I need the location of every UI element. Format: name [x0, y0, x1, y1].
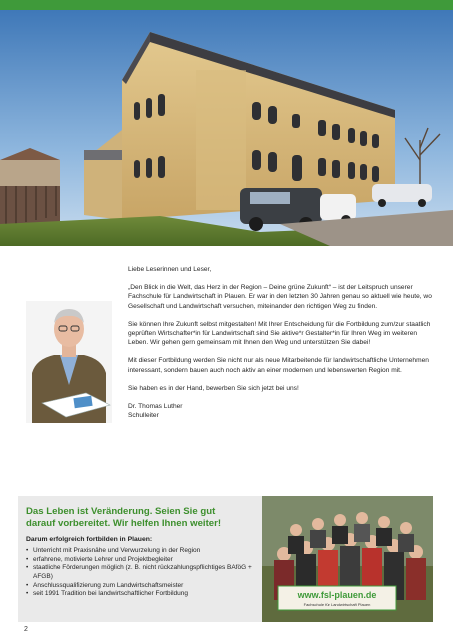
promo-text [26, 506, 258, 599]
banner-url: www.fsl-plauen.de [297, 590, 377, 600]
page-number: 2 [24, 626, 28, 633]
list-item: • staatliche Förderungen möglich (z. B. nicht rückzahlungspflichtiges BAföG + AFGB) [26, 564, 258, 581]
list-item: • erfahrene, motivierte Lehrer und Projektbegleiter [26, 556, 258, 565]
promo-title-line-2: darauf vorbereitet. Wir helfen Ihnen weiter! [26, 517, 222, 529]
school-building-photo [0, 10, 453, 246]
website-banner [278, 586, 396, 610]
list-item: • Anschlussqualifizierung zum Landwirtschaftsmeister [26, 582, 258, 591]
signature-name: Dr. Thomas Luther [128, 403, 183, 411]
top-accent-bar [0, 0, 453, 10]
list-item: • Unterricht mit Praxisnähe und Verwurzelung in der Region [26, 547, 258, 556]
letter-salutation: Liebe Leserinnen und Leser, [128, 266, 212, 273]
foreword-letter [128, 265, 433, 420]
banner-subtitle: Fachschule für Landwirtschaft Plauen [303, 602, 371, 607]
list-item: • seit 1991 Tradition bei landwirtschaftlicher Fortbildung [26, 590, 258, 599]
letter-paragraph-4: Sie haben es in der Hand, bewerben Sie sich jetzt bei uns! [128, 384, 299, 392]
benefits-list [26, 547, 258, 599]
promo-subtitle: Darum erfolgreich fortbilden in Plauen: [26, 536, 153, 544]
promo-title-line-1: Das Leben ist Veränderung. Seien Sie gut [26, 506, 216, 517]
letter-paragraph-1: „Den Blick in die Welt, das Herz in der Region – Deine grüne Zukunft“ – ist der Leitspruch unserer Fachschule für Landwirtschaft in Plauen. Er war in den letzten 30 Jahren genau so aktuell wie heute, wo Gesellschaft und Landwirtschaft versuchen, miteinander den richtigen Weg zu finden. [128, 284, 432, 310]
group-photo [262, 496, 433, 622]
signature-role: Schulleiter [128, 412, 159, 420]
principal-portrait [26, 301, 112, 423]
promo-box [18, 496, 433, 622]
letter-paragraph-3: Mit dieser Fortbildung werden Sie nicht nur als neue Mitarbeitende für landwirtschaftliche Unternehmen interessant, sondern bauen auch noch aktiv an einer modernen und lebenswerten Region mit. [128, 357, 429, 374]
letter-paragraph-2: Sie können Ihre Zukunft selbst mitgestalten! Mit Ihrer Entscheidung für die Fortbildung zum/zur staatlich geprüften Wirtschafter*in für Landwirtschaft sind Sie aktive*r Gestalter*in für Ihren Weg im weiteren Leben. Wir gehen gern gemeinsam mit Ihnen den Weg und unterstützen Sie dabei! [128, 320, 431, 347]
promo-title [26, 506, 258, 529]
